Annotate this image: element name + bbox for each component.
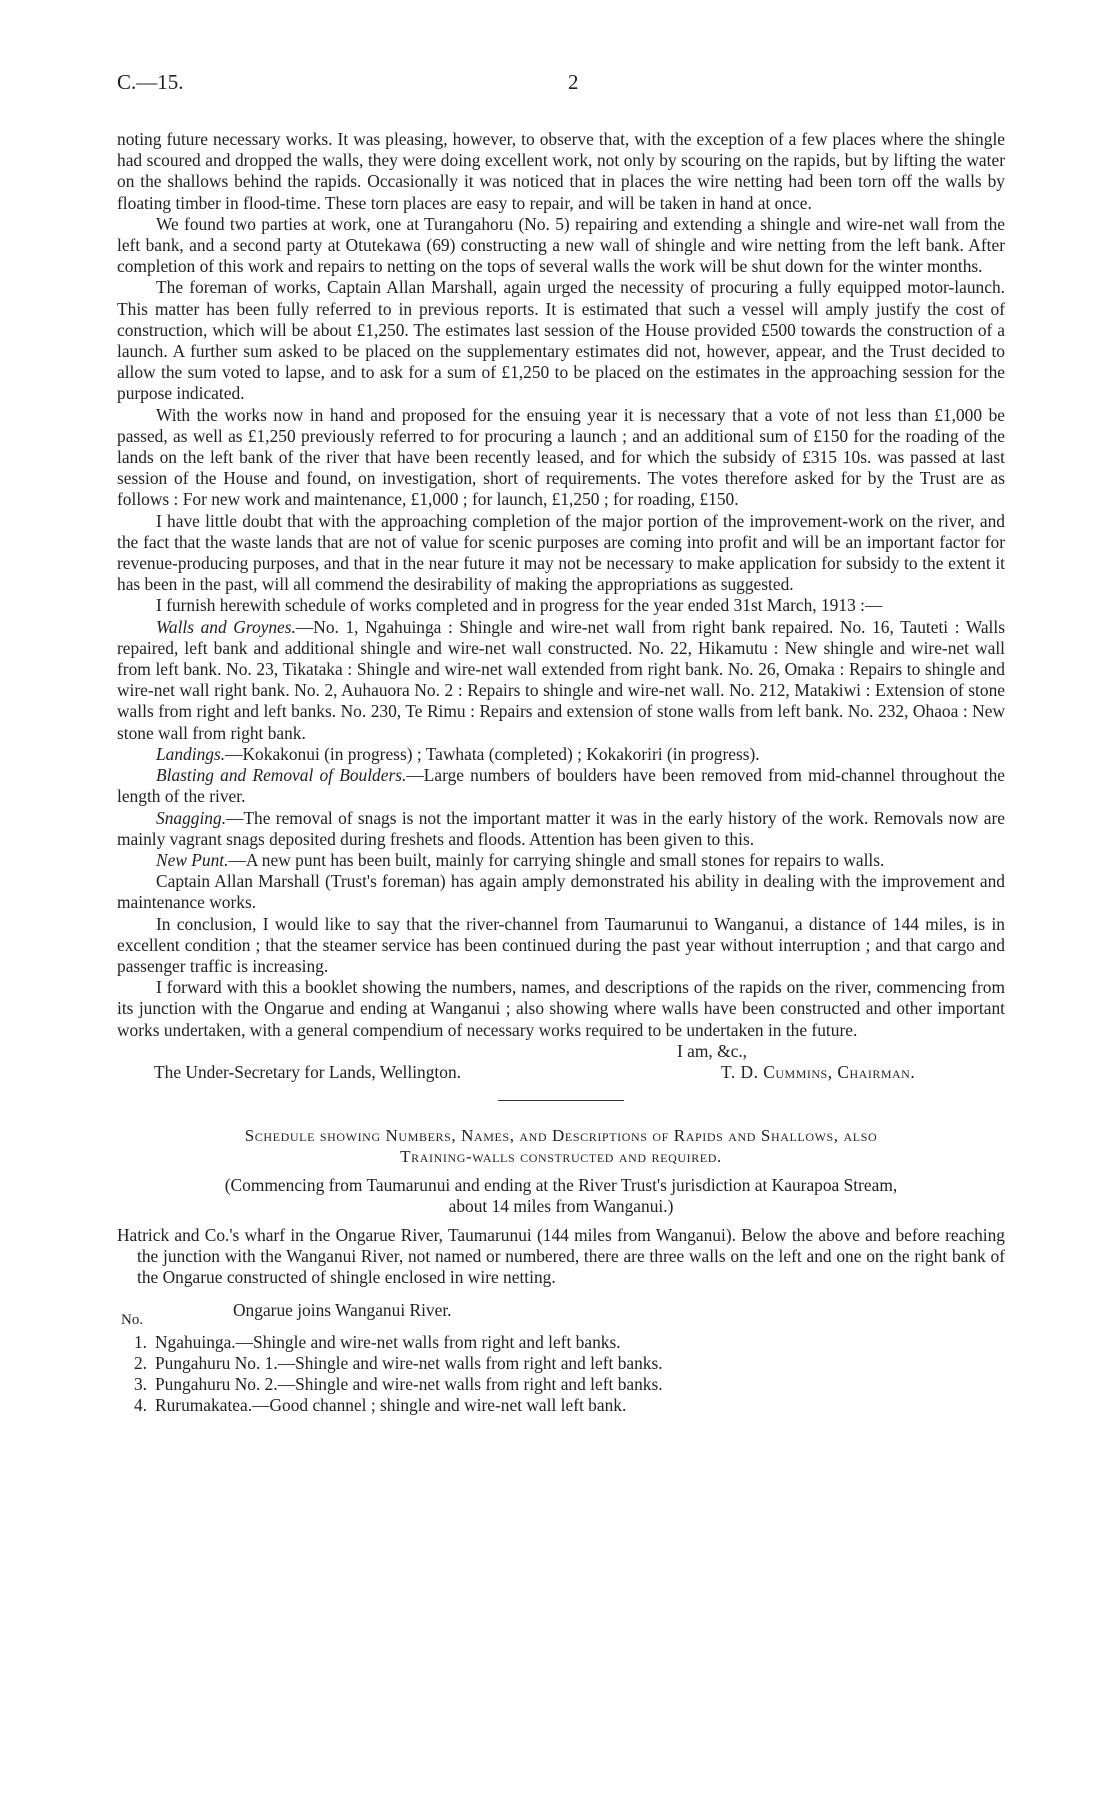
list-item (117, 1353, 1005, 1374)
paragraph-text: —The removal of snags is not the important matter it was in the early history of the work. Removals now are mainly vagrant snags deposited during freshets and floods. Attention has been given to this. (117, 807, 1005, 849)
list-item (117, 1332, 1005, 1353)
schedule-title (117, 1125, 1005, 1167)
paragraph: noting future necessary works. It was pleasing, however, to observe that, with the exception of a few places where the shingle had scoured and dropped the walls, they were doing excellent work, not only by scouring on the rapids, but by lifting the water on the shallows behind the rapids. Occasionally it was noticed that in places the wire netting had been torn off the walls by floating timber in flood-time. These torn places are easy to repair, and will be taken in hand at once. (117, 129, 1005, 213)
paragraph: I have little doubt that with the approaching completion of the major portion of the improvement-work on the river, and the fact that the waste lands that are not of value for scenic purposes are coming into profit and will be an important factor for revenue-producing purposes, and that in the near future it may not be necessary to make application for subsidy to the extent it has been in the past, will all commend the desirability of making the appropriations as suggested. (117, 510, 1005, 595)
paragraph-text: —A new punt has been built, mainly for carrying shingle and small stones for repairs to walls. (228, 849, 885, 870)
section-label: New Punt. (156, 849, 229, 870)
item-text: Pungahuru No. 1.—Shingle and wire-net walls from right and left banks. (155, 1352, 663, 1373)
schedule-intro: Hatrick and Co.'s wharf in the Ongarue River, Taumarunui (144 miles from Wanganui). Below the above and before reaching the junction with the Wanganui River, not named or numbered, there are three walls on the left and one on the right bank of the Ongarue constructed of shingle enclosed in wire netting. (117, 1224, 1005, 1287)
paragraph-landings (117, 744, 1005, 765)
item-number: 2. (133, 1352, 147, 1373)
page-number: 2 (568, 70, 579, 94)
item-number: 4. (133, 1394, 147, 1415)
schedule-subtitle (117, 1175, 1005, 1217)
paragraph-walls-groynes (117, 617, 1005, 744)
paragraph-snagging (117, 808, 1005, 850)
divider (498, 1100, 624, 1101)
signature-block (117, 1041, 1005, 1083)
item-number: 1. (133, 1331, 147, 1352)
paragraph: We found two parties at work, one at Turangahoru (No. 5) repairing and extending a shingle and wire-net wall from the left bank, and a second party at Otutekawa (69) constructing a new wall of shingle and wire netting from the left bank. After completion of this work and repairs to netting on the tops of several walls the work will be shut down for the winter months. (117, 213, 1005, 277)
document-reference: C.—15. (117, 70, 184, 94)
schedule-title-line: Schedule showing Numbers, Names, and Descriptions of Rapids and Shallows, also (244, 1125, 878, 1145)
paragraph: The foreman of works, Captain Allan Marshall, again urged the necessity of procuring a fully equipped motor-launch. This matter has been fully referred to in previous reports. It is estimated that such a vessel will amply justify the cost of construction, which will be about £1,250. The estimates last session of the House provided £500 towards the construction of a launch. A further sum asked to be placed on the supplementary estimates did not, however, appear, and the Trust decided to allow the sum voted to lapse, and to ask for a sum of £1,250 to be placed on the estimates in the approaching session for the purpose indicated. (117, 277, 1005, 404)
item-number: 3. (133, 1373, 147, 1394)
section-label: Landings. (156, 743, 226, 764)
item-text: Rurumakatea.—Good channel ; shingle and wire-net wall left bank. (155, 1394, 627, 1415)
list-item (117, 1374, 1005, 1395)
schedule-title-line: Training-walls constructed and required. (400, 1146, 722, 1166)
document-body (117, 129, 1005, 1416)
item-text: Pungahuru No. 2.—Shingle and wire-net walls from right and left banks. (155, 1373, 663, 1394)
paragraph-new-punt (117, 850, 1005, 871)
paragraph: With the works now in hand and proposed for the ensuing year it is necessary that a vote of not less than £1,000 be passed, as well as £1,250 previously referred to for procuring a launch ; and an additional sum of £150 for the roading of the lands on the left bank of the river that have been recently leased, and for which the subsidy of £315 10s. was passed at last session of the House and found, on investigation, short of requirements. The votes therefore asked for by the Trust are as follows : For new work and maintenance, £1,000 ; for launch, £1,250 ; for roading, £150. (117, 404, 1005, 510)
schedule-list-header (117, 1300, 1005, 1330)
junction-label: Ongarue joins Wanganui River. (233, 1299, 452, 1320)
closing: I am, &c., (677, 1040, 748, 1061)
schedule-list (117, 1332, 1005, 1416)
signatory: T. D. Cummins, Chairman. (721, 1061, 916, 1082)
paragraph: I furnish herewith schedule of works completed and in progress for the year ended 31st March, 1913 :— (156, 595, 883, 616)
paragraph-text: —Kokakonui (in progress) ; Tawhata (completed) ; Kokakoriri (in progress). (225, 743, 760, 764)
paragraph-text: —No. 1, Ngahuinga : Shingle and wire-net wall from right bank repaired. No. 16, Tauteti : Walls repaired, left bank and additional shingle and wire-net wall constructed. No. 22, Hikamutu : New shingle and wire-net wall from left bank. No. 23, Tikataka : Shingle and wire-net wall extended from right bank. No. 26, Omaka : Repairs to shingle and wire-net wall right bank. No. 2, Auhauora No. 2 : Repairs to shingle and wire-net wall. No. 212, Matakiwi : Extension of stone walls from right and left banks. No. 230, Te Rimu : Repairs and extension of stone walls from left bank. No. 232, Ohaoa : New stone wall from right bank. (117, 616, 1005, 743)
schedule-subtitle-line: (Commencing from Taumarunui and ending at the River Trust's jurisdiction at Kaurapoa Stream, (224, 1174, 898, 1195)
list-item (117, 1395, 1005, 1416)
paragraph: Captain Allan Marshall (Trust's foreman) has again amply demonstrated his ability in dealing with the improvement and maintenance works. (117, 871, 1005, 913)
paragraph-blasting (117, 765, 1005, 807)
paragraph: In conclusion, I would like to say that the river-channel from Taumarunui to Wanganui, a distance of 144 miles, is in excellent condition ; that the steamer service has been continued during the past year without interruption ; and that cargo and passenger traffic is increasing. (117, 913, 1005, 976)
section-label: Walls and Groynes. (156, 616, 296, 637)
item-text: Ngahuinga.—Shingle and wire-net walls from right and left banks. (155, 1331, 621, 1352)
number-column-label: No. (121, 1311, 144, 1328)
paragraph: I forward with this a booklet showing the numbers, names, and descriptions of the rapids on the river, commencing from its junction with the Ongarue and ending at Wanganui ; also showing where walls have been constructed and other important works undertaken, with a general compendium of necessary works required to be undertaken in the future. (117, 977, 1005, 1040)
addressee: The Under-Secretary for Lands, Wellington. (154, 1061, 461, 1082)
paragraph-text: —Large numbers of boulders have been removed from mid-channel throughout the length of the river. (117, 765, 1005, 807)
section-label: Blasting and Removal of Boulders. (156, 765, 407, 786)
schedule-subtitle-line: about 14 miles from Wanganui.) (448, 1195, 674, 1216)
section-label: Snagging. (156, 807, 227, 828)
